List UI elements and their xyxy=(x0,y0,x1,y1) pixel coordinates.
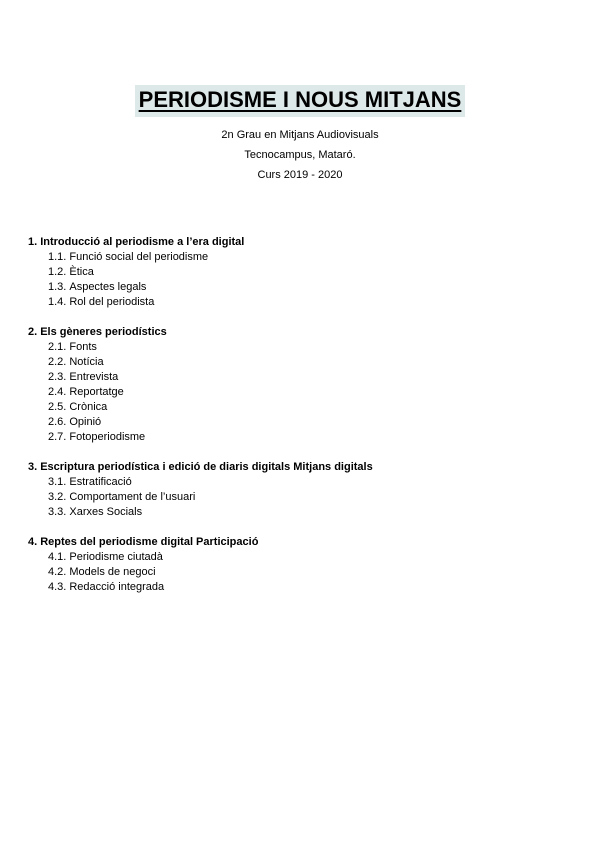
outline-item xyxy=(28,385,588,400)
outline-item xyxy=(28,265,588,280)
item-number: 1.3. xyxy=(48,281,67,293)
title-block xyxy=(0,85,600,117)
document-title: PERIODISME I NOUS MITJANS xyxy=(135,85,466,117)
outline-section-2 xyxy=(28,325,588,445)
item-label: Reportatge xyxy=(69,386,124,398)
item-label: Notícia xyxy=(69,356,104,368)
section-number: 3. xyxy=(28,461,38,473)
section-title: Escriptura periodística i edició de diaris digitals Mitjans digitals xyxy=(40,461,373,473)
outline-item xyxy=(28,550,588,565)
section-heading xyxy=(28,460,588,475)
outline-item xyxy=(28,490,588,505)
item-number: 4.3. xyxy=(48,581,67,593)
outline-item xyxy=(28,355,588,370)
item-label: Ètica xyxy=(69,266,94,278)
item-number: 1.4. xyxy=(48,296,67,308)
item-number: 2.4. xyxy=(48,386,67,398)
outline-item xyxy=(28,505,588,520)
item-number: 2.2. xyxy=(48,356,67,368)
item-label: Fonts xyxy=(69,341,97,353)
item-number: 1.2. xyxy=(48,266,67,278)
section-heading xyxy=(28,535,588,550)
outline-section-4 xyxy=(28,535,588,595)
outline-item xyxy=(28,580,588,595)
outline-section-1 xyxy=(28,235,588,310)
item-number: 1.1. xyxy=(48,251,67,263)
item-label: Rol del periodista xyxy=(69,296,155,308)
section-heading xyxy=(28,235,588,250)
item-number: 2.6. xyxy=(48,416,67,428)
item-number: 3.3. xyxy=(48,506,67,518)
item-label: Entrevista xyxy=(69,371,119,383)
outline-item xyxy=(28,370,588,385)
item-number: 3.2. xyxy=(48,491,67,503)
item-number: 4.1. xyxy=(48,551,67,563)
section-number: 4. xyxy=(28,536,38,548)
item-label: Fotoperiodisme xyxy=(69,431,146,443)
item-label: Redacció integrada xyxy=(69,581,165,593)
outline-section-3 xyxy=(28,460,588,520)
item-number: 3.1. xyxy=(48,476,67,488)
item-number: 2.7. xyxy=(48,431,67,443)
outline-item xyxy=(28,250,588,265)
section-number: 1. xyxy=(28,236,38,248)
section-title: Introducció al periodisme a l’era digital xyxy=(40,236,245,248)
item-label: Crònica xyxy=(69,401,108,413)
item-label: Opinió xyxy=(69,416,102,428)
course-line: 2n Grau en Mitjans Audiovisuals xyxy=(221,129,379,141)
outline-item xyxy=(28,430,588,445)
item-label: Periodisme ciutadà xyxy=(69,551,163,563)
section-number: 2. xyxy=(28,326,38,338)
item-label: Estratificació xyxy=(69,476,132,488)
item-number: 2.1. xyxy=(48,341,67,353)
item-number: 2.5. xyxy=(48,401,67,413)
outline-item xyxy=(28,340,588,355)
item-number: 2.3. xyxy=(48,371,67,383)
institution-line: Tecnocampus, Mataró. xyxy=(244,149,356,161)
section-heading xyxy=(28,325,588,340)
item-label: Comportament de l’usuari xyxy=(69,491,196,503)
section-title: Els gèneres periodístics xyxy=(40,326,167,338)
academic-year-line: Curs 2019 - 2020 xyxy=(257,169,343,181)
outline-item xyxy=(28,415,588,430)
outline-item xyxy=(28,280,588,295)
outline-item xyxy=(28,475,588,490)
course-outline xyxy=(28,235,588,610)
item-label: Funció social del periodisme xyxy=(69,251,209,263)
item-number: 4.2. xyxy=(48,566,67,578)
item-label: Models de negoci xyxy=(69,566,156,578)
item-label: Aspectes legals xyxy=(69,281,147,293)
section-title: Reptes del periodisme digital Participació xyxy=(40,536,259,548)
outline-item xyxy=(28,295,588,310)
outline-item xyxy=(28,565,588,580)
outline-item xyxy=(28,400,588,415)
subtitle-block xyxy=(0,125,600,185)
item-label: Xarxes Socials xyxy=(69,506,143,518)
